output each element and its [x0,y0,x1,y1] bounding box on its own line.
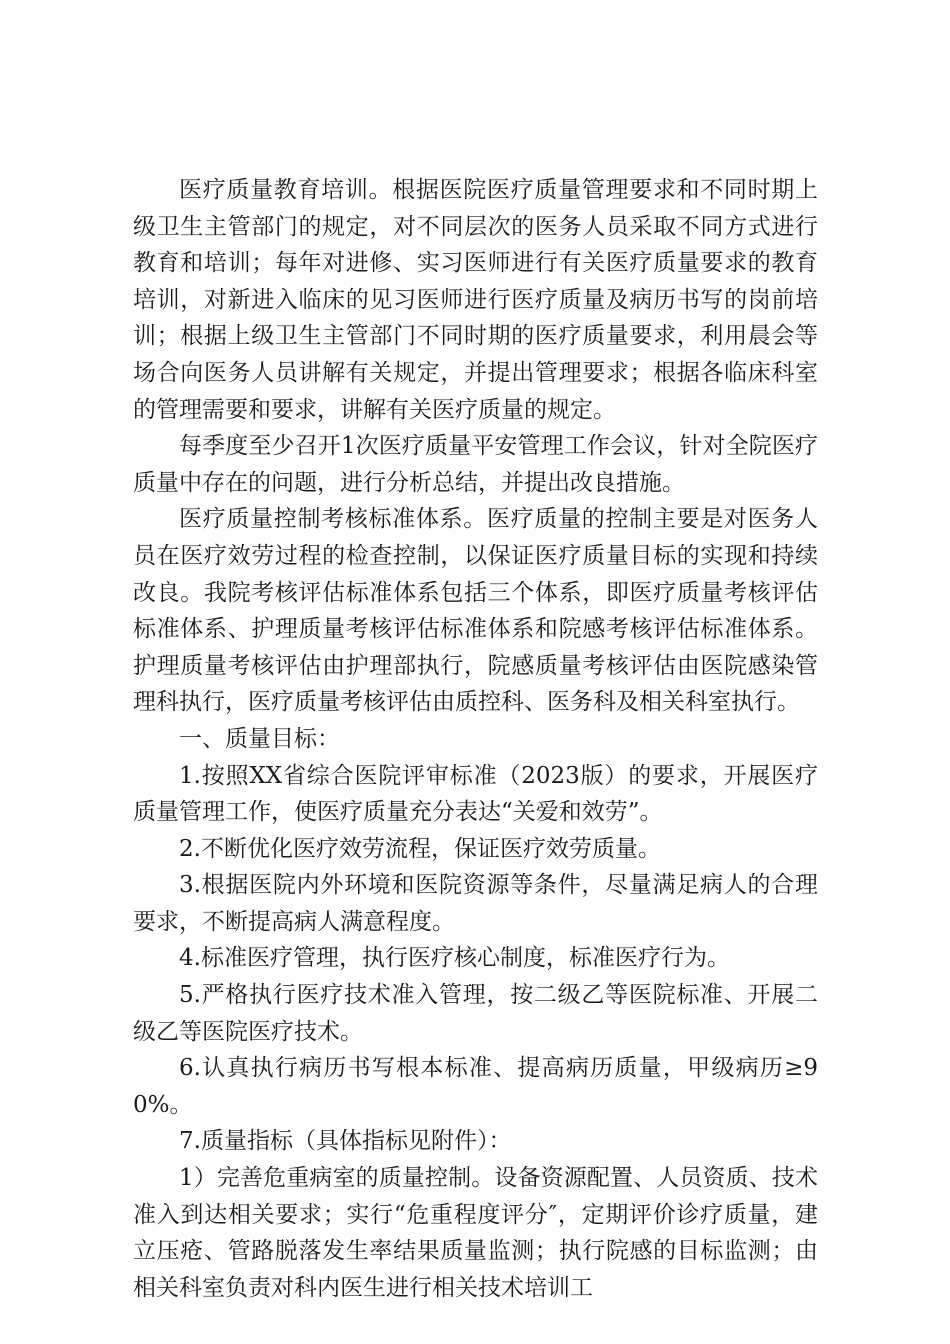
goal-item-1: 1.按照XX省综合医院评审标准（2023版）的要求，开展医疗质量管理工作，使医疗质量充分表达“关爱和效劳”。 [133,762,818,826]
goal-item-4: 4.标准医疗管理，执行医疗核心制度，标准医疗行为。 [179,945,730,972]
paragraph-education-training: 医疗质量教育培训。根据医院医疗质量管理要求和不同时期上级卫生主管部门的规定，对不同层次的医务人员采取不同方式进行教育和培训；每年对进修、实习医师进行有关医疗质量要求的教育培训，对新进入临床的见习医师进行医疗质量及病历书写的岗前培训；根据上级卫生主管部门不同时期的医疗质量要求，利用晨会等场合向医务人员讲解有关规定，并提出管理要求；根据各临床科室的管理需要和要求，讲解有关医疗质量的规定。 [133,177,818,423]
document-body [133,172,818,1306]
section-heading-quality-goals: 一、质量目标： [179,725,340,752]
goal-item-3: 3.根据医院内外环境和医院资源等条件，尽量满足病人的合理要求，不断提高病人满意程度。 [133,872,818,935]
goal-item-6: 6.认真执行病历书写根本标准、提高病历质量，甲级病历≥90%。 [133,1055,818,1118]
indicator-item-1: 1）完善危重病室的质量控制。设备资源配置、人员资质、技术准入到达相关要求；实行“危重程度评分″，定期评价诊疗质量，建立压疮、管路脱落发生率结果质量监测；执行院感的目标监测；由相关科室负责对科内医生进行相关技术培训工 [133,1165,818,1301]
paragraph-quality-control-system: 医疗质量控制考核标准体系。医疗质量的控制主要是对医务人员在医疗效劳过程的检查控制，以保证医疗质量目标的实现和持续改良。我院考核评估标准体系包括三个体系，即医疗质量考核评估标准体系、护理质量考核评估标准体系和院感考核评估标准体系。护理质量考核评估由护理部执行，院感质量考核评估由医院感染管理科执行，医疗质量考核评估由质控科、医务科及相关科室执行。 [133,506,818,716]
goal-item-2: 2.不断优化医疗效劳流程，保证医疗效劳质量。 [179,835,661,862]
goal-item-5: 5.严格执行医疗技术准入管理，按二级乙等医院标准、开展二级乙等医院医疗技术。 [133,982,818,1045]
goal-item-7: 7.质量指标（具体指标见附件）： [179,1128,512,1155]
paragraph-quarterly-meeting: 每季度至少召开1次医疗质量平安管理工作会议，针对全院医疗质量中存在的问题，进行分析总结，并提出改良措施。 [133,433,818,496]
